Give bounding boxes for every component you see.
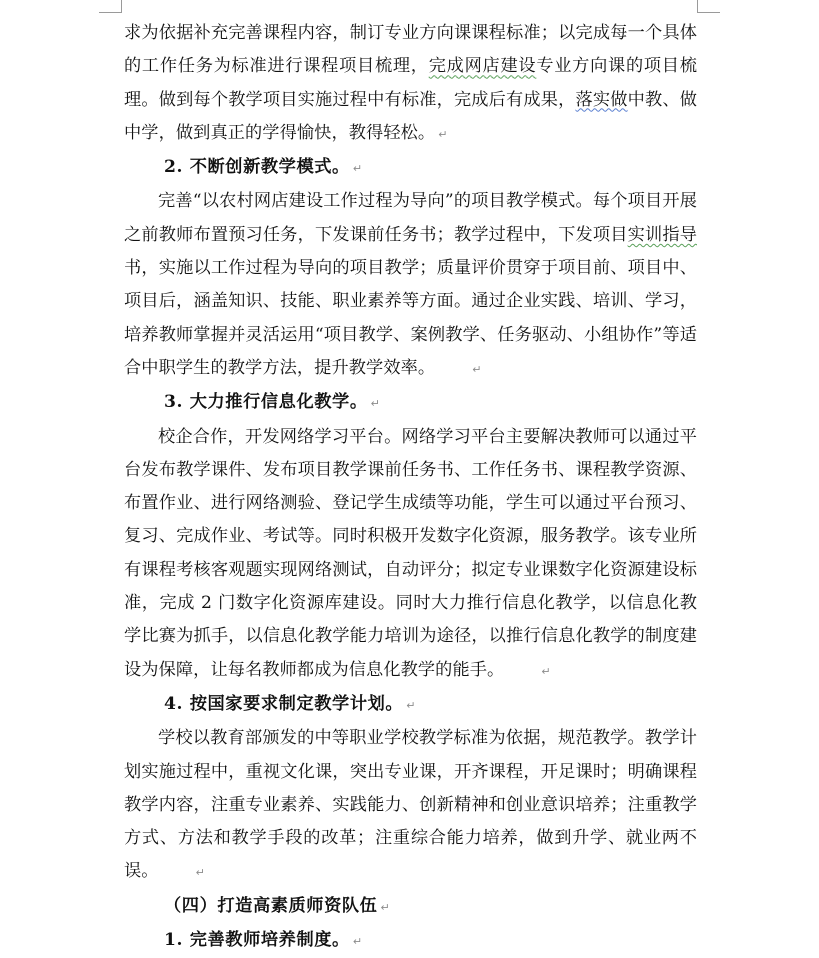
document-body[interactable] — [124, 17, 697, 958]
heading-information-teaching: 3. 大力推行信息化教学。 ↵ — [124, 386, 697, 420]
paragraph-mark-icon: ↵ — [195, 866, 205, 880]
grammar-underline-text: 完成网店建设 — [428, 56, 537, 77]
paragraph-learning-platform: 校企合作，开发网络学习平台。网络学习平台主要解决教师可以通过平台发布教学课件、发布项目教学课前任务书、工作任务书、课程教学资源、布置作业、进行网络测验、登记学生成绩等功能，学生可以通过平台预习、复习、完成作业、考试等。同时积极开发数字化资源，服务教学。该专业所有课程考核客观题实现网络测试，自动评分；拟定专业课数字化资源建设标准，完成 2 门数字化资源库建设。同时大力推行信息化教学，以信息化教学比赛为抓手，以信息化教学能力培训为途径，以推行信息化教学的制度建设为保障，让每名教师都成为信息化教学的能手。 ↵ — [124, 421, 697, 688]
paragraph-mark-icon: ↵ — [406, 698, 417, 712]
page-corner-mark-right — [697, 0, 720, 13]
paragraph-mark-icon: ↵ — [541, 664, 551, 678]
heading-faculty-team: （四）打造高素质师资队伍 ↵ — [124, 890, 697, 924]
paragraph-mark-icon: ↵ — [352, 935, 363, 949]
paragraph-project-teaching-model: 完善“以农村网店建设工作过程为导向”的项目教学模式。每个项目开展之前教师布置预习任务，下发课前任务书；教学过程中，下发项目实训指导书，实施以工作过程为导向的项目教学；质量评价贯穿于项目前、项目中、项目后，涵盖知识、技能、职业素养等方面。通过企业实践、培训、学习，培养教师掌握并灵活运用“项目教学、案例教学、任务驱动、小组协作”等适合中职学生的教学方法，提升教学效率。 ↵ — [124, 185, 697, 386]
grammar-underline-text: 实训指导 — [627, 224, 697, 245]
paragraph-teaching-standards: 学校以教育部颁发的中等职业学校教学标准为依据，规范教学。教学计划实施过程中，重视文化课，突出专业课，开齐课程，开足课时；明确课程教学内容，注重专业素养、实践能力、创新精神和创业意识培养；注重教学方式、方法和教学手段的改革；注重综合能力培养，做到升学、就业两不误。 ↵ — [124, 722, 697, 889]
paragraph-mark-icon: ↵ — [380, 900, 391, 914]
paragraph-mark-icon: ↵ — [472, 362, 482, 376]
paragraph-mark-icon: ↵ — [370, 397, 381, 411]
page-corner-mark-left — [99, 0, 122, 13]
paragraph-mark-icon: ↵ — [438, 127, 448, 141]
paragraph-curriculum-standards: 求为依据补充完善课程内容，制订专业方向课课程标准；以完成每一个具体的工作任务为标准进行课程项目梳理，完成网店建设专业方向课的项目梳理。做到每个教学项目实施过程中有标准，完成后有成果，落实做中教、做中学，做到真正的学得愉快，教得轻松。 ↵ — [124, 17, 697, 151]
paragraph-mark-icon: ↵ — [352, 162, 363, 176]
heading-teacher-training-system: 1. 完善教师培养制度。 ↵ — [124, 924, 697, 958]
grammar-underline-text: 落实做 — [575, 89, 628, 110]
heading-innovate-teaching-model: 2. 不断创新教学模式。 ↵ — [124, 151, 697, 185]
heading-teaching-plan: 4. 按国家要求制定教学计划。 ↵ — [124, 688, 697, 722]
